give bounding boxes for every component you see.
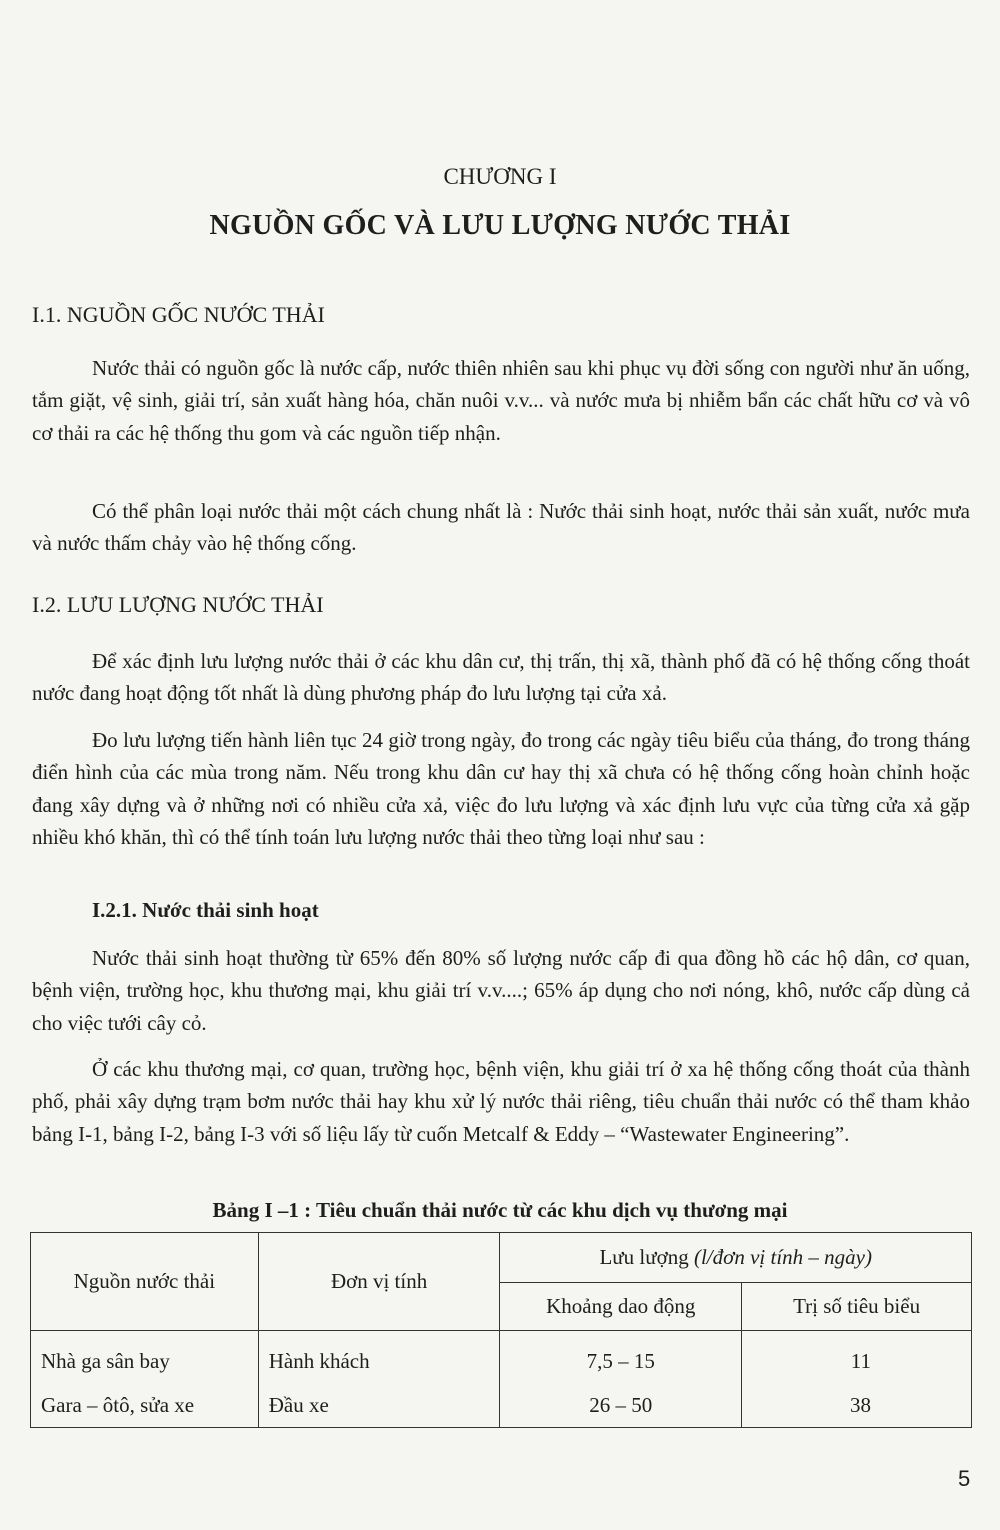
cell-typical: 11 bbox=[742, 1331, 972, 1384]
cell-unit: Hành khách bbox=[258, 1331, 500, 1384]
paragraph: Ở các khu thương mại, cơ quan, trường học, bệnh viện, khu giải trí ở xa hệ thống cống thoát của thành phố, phải xây dựng trạm bơm nước thải hay khu xử lý nước thải riêng, tiêu chuẩn thải nước có thể tham khảo bảng I-1, bảng I-2, bảng I-3 với số liệu lấy từ cuốn Metcalf & Eddy – “Wastewater Engineering”. bbox=[32, 1057, 970, 1146]
header-typical: Trị số tiêu biểu bbox=[742, 1283, 972, 1331]
table-row bbox=[31, 1331, 972, 1384]
subsection-heading: I.2.1. Nước thải sinh hoạt bbox=[92, 898, 319, 922]
cell-source: Gara – ôtô, sửa xe bbox=[31, 1383, 259, 1428]
header-range: Khoảng dao động bbox=[500, 1283, 742, 1331]
cell-typical: 38 bbox=[742, 1383, 972, 1428]
header-unit: Đơn vị tính bbox=[258, 1233, 500, 1331]
header-source: Nguồn nước thải bbox=[31, 1233, 259, 1331]
cell-range: 26 – 50 bbox=[500, 1383, 742, 1428]
data-table bbox=[30, 1232, 972, 1428]
chapter-label: CHƯƠNG I bbox=[443, 164, 557, 189]
paragraph: Nước thải có nguồn gốc là nước cấp, nước thiên nhiên sau khi phục vụ đời sống con người như ăn uống, tắm giặt, vệ sinh, giải trí, sản xuất hàng hóa, chăn nuôi v.v... và nước mưa bị nhiễm bẩn các chất hữu cơ và vô cơ thải ra các hệ thống thu gom và các nguồn tiếp nhận. bbox=[32, 356, 970, 445]
paragraph: Đo lưu lượng tiến hành liên tục 24 giờ trong ngày, đo trong các ngày tiêu biểu của tháng, đo trong tháng điển hình của các mùa trong năm. Nếu trong khu dân cư hay thị xã chưa có hệ thống cống hoàn chỉnh hoặc đang xây dựng và ở những nơi có nhiều cửa xả, việc đo lưu lượng và xác định lưu vực của từng cửa xả gặp nhiều khó khăn, thì có thể tính toán lưu lượng nước thải theo từng loại như sau : bbox=[32, 728, 970, 849]
paragraph: Có thể phân loại nước thải một cách chung nhất là : Nước thải sinh hoạt, nước thải sản xuất, nước mưa và nước thấm chảy vào hệ thống cống. bbox=[32, 499, 970, 556]
page-title: NGUỒN GỐC VÀ LƯU LƯỢNG NƯỚC THẢI bbox=[209, 210, 791, 241]
cell-range: 7,5 – 15 bbox=[500, 1331, 742, 1384]
table-row bbox=[31, 1383, 972, 1428]
cell-unit: Đầu xe bbox=[258, 1383, 500, 1428]
section-heading-flow: I.2. LƯU LƯỢNG NƯỚC THẢI bbox=[32, 592, 324, 617]
paragraph: Để xác định lưu lượng nước thải ở các khu dân cư, thị trấn, thị xã, thành phố đã có hệ thống cống thoát nước đang hoạt động tốt nhất là dùng phương pháp đo lưu lượng tại cửa xả. bbox=[32, 649, 970, 706]
cell-source: Nhà ga sân bay bbox=[31, 1331, 259, 1384]
page-number: 5 bbox=[958, 1466, 971, 1491]
table-caption: Bảng I –1 : Tiêu chuẩn thải nước từ các khu dịch vụ thương mại bbox=[212, 1198, 788, 1222]
section-heading-origin: I.1. NGUỒN GỐC NƯỚC THẢI bbox=[32, 302, 325, 327]
paragraph: Nước thải sinh hoạt thường từ 65% đến 80% số lượng nước cấp đi qua đồng hồ các hộ dân, cơ quan, bệnh viện, trường học, khu thương mại, khu giải trí v.v....; 65% áp dụng cho nơi nóng, khô, nước cấp dùng cả cho việc tưới cây cỏ. bbox=[32, 946, 970, 1035]
header-flow: Lưu lượng (l/đơn vị tính – ngày) bbox=[500, 1233, 972, 1283]
